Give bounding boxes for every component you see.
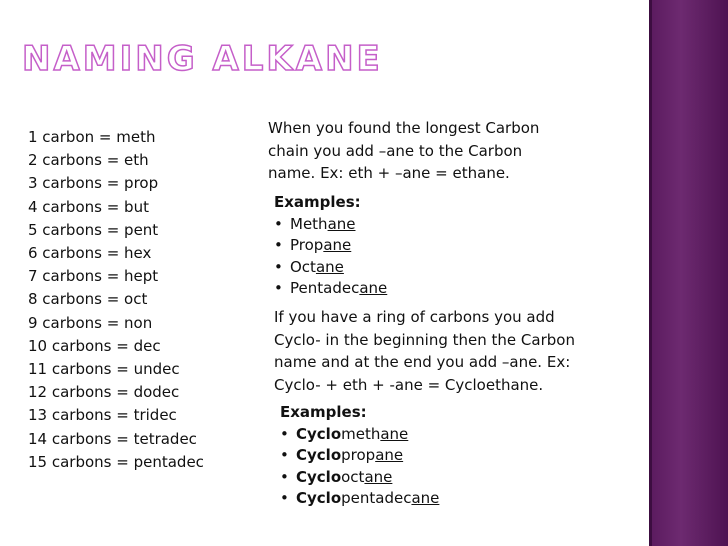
carbon-prefix-item: 2 carbons = eth — [28, 151, 149, 170]
examples-title: Examples: — [274, 193, 361, 211]
ring-rule-line: If you have a ring of carbons you add — [274, 308, 555, 326]
examples-alkane — [274, 192, 387, 300]
example-suffix: ane — [327, 214, 356, 233]
example-prefix: Cyclo — [296, 489, 342, 507]
carbon-prefix-item: 9 carbons = non — [28, 313, 153, 332]
carbon-prefix-item: 11 carbons = undec — [28, 360, 180, 379]
examples-cycloalkane — [280, 402, 439, 510]
example-suffix: ane — [364, 467, 393, 486]
example-item — [274, 235, 387, 257]
examples-list — [274, 214, 387, 300]
carbon-prefix-item: 3 carbons = prop — [28, 174, 159, 193]
chain-rule-line: chain you add –ane to the Carbon — [268, 141, 523, 160]
carbon-prefix-item: 13 carbons = tridec — [28, 406, 177, 425]
example-stem: Pentadec — [290, 279, 360, 297]
example-suffix: ane — [315, 257, 344, 276]
example-item — [280, 467, 439, 489]
carbon-prefix-list — [28, 126, 204, 474]
example-suffix: ane — [411, 489, 440, 507]
example-suffix: ane — [323, 236, 352, 254]
example-prefix: Cyclo — [296, 467, 342, 486]
ring-rule-line: Cyclo- in the beginning then the Carbon — [274, 330, 575, 349]
example-item — [280, 445, 439, 467]
example-item — [280, 424, 439, 446]
carbon-prefix-item: 8 carbons = oct — [28, 290, 148, 309]
ring-rule-text — [274, 306, 575, 396]
carbon-prefix-item: 14 carbons = tetradec — [28, 429, 197, 448]
carbon-prefix-item: 4 carbons = but — [28, 197, 149, 216]
example-suffix: ane — [359, 279, 388, 297]
example-prefix: Cyclo — [296, 424, 342, 443]
chain-rule-line: name. Ex: eth + –ane = ethane. — [268, 164, 510, 182]
ring-rule-line: Cyclo- + eth + -ane = Cycloethane. — [274, 375, 544, 394]
examples-list — [280, 424, 439, 510]
example-stem: Meth — [290, 214, 328, 233]
example-prefix: Cyclo — [296, 446, 342, 464]
carbon-prefix-item: 15 carbons = pentadec — [28, 452, 204, 471]
slide-title: NAMING ALKANE — [22, 39, 383, 79]
example-item — [274, 214, 387, 236]
example-stem: Prop — [290, 236, 324, 254]
example-stem: meth — [341, 424, 381, 443]
example-stem: oct — [341, 467, 365, 486]
examples-title: Examples: — [280, 403, 367, 421]
example-item — [274, 257, 387, 279]
chain-rule-text — [268, 117, 539, 185]
carbon-prefix-item: 1 carbon = meth — [28, 128, 156, 146]
carbon-prefix-item: 12 carbons = dodec — [28, 383, 180, 402]
chain-rule-line: When you found the longest Carbon — [268, 119, 540, 137]
example-stem: Oct — [290, 257, 316, 276]
ring-rule-line: name and at the end you add –ane. Ex: — [274, 353, 571, 371]
decorative-side-bar — [649, 0, 728, 546]
example-stem: pentadec — [341, 489, 412, 507]
example-stem: prop — [341, 446, 376, 464]
example-suffix: ane — [375, 446, 404, 464]
carbon-prefix-item: 6 carbons = hex — [28, 244, 152, 263]
carbon-prefix-item: 10 carbons = dec — [28, 336, 161, 355]
example-item — [280, 488, 439, 510]
example-suffix: ane — [380, 424, 409, 443]
carbon-prefix-item: 5 carbons = pent — [28, 220, 159, 239]
example-item — [274, 278, 387, 300]
carbon-prefix-item: 7 carbons = hept — [28, 267, 159, 286]
